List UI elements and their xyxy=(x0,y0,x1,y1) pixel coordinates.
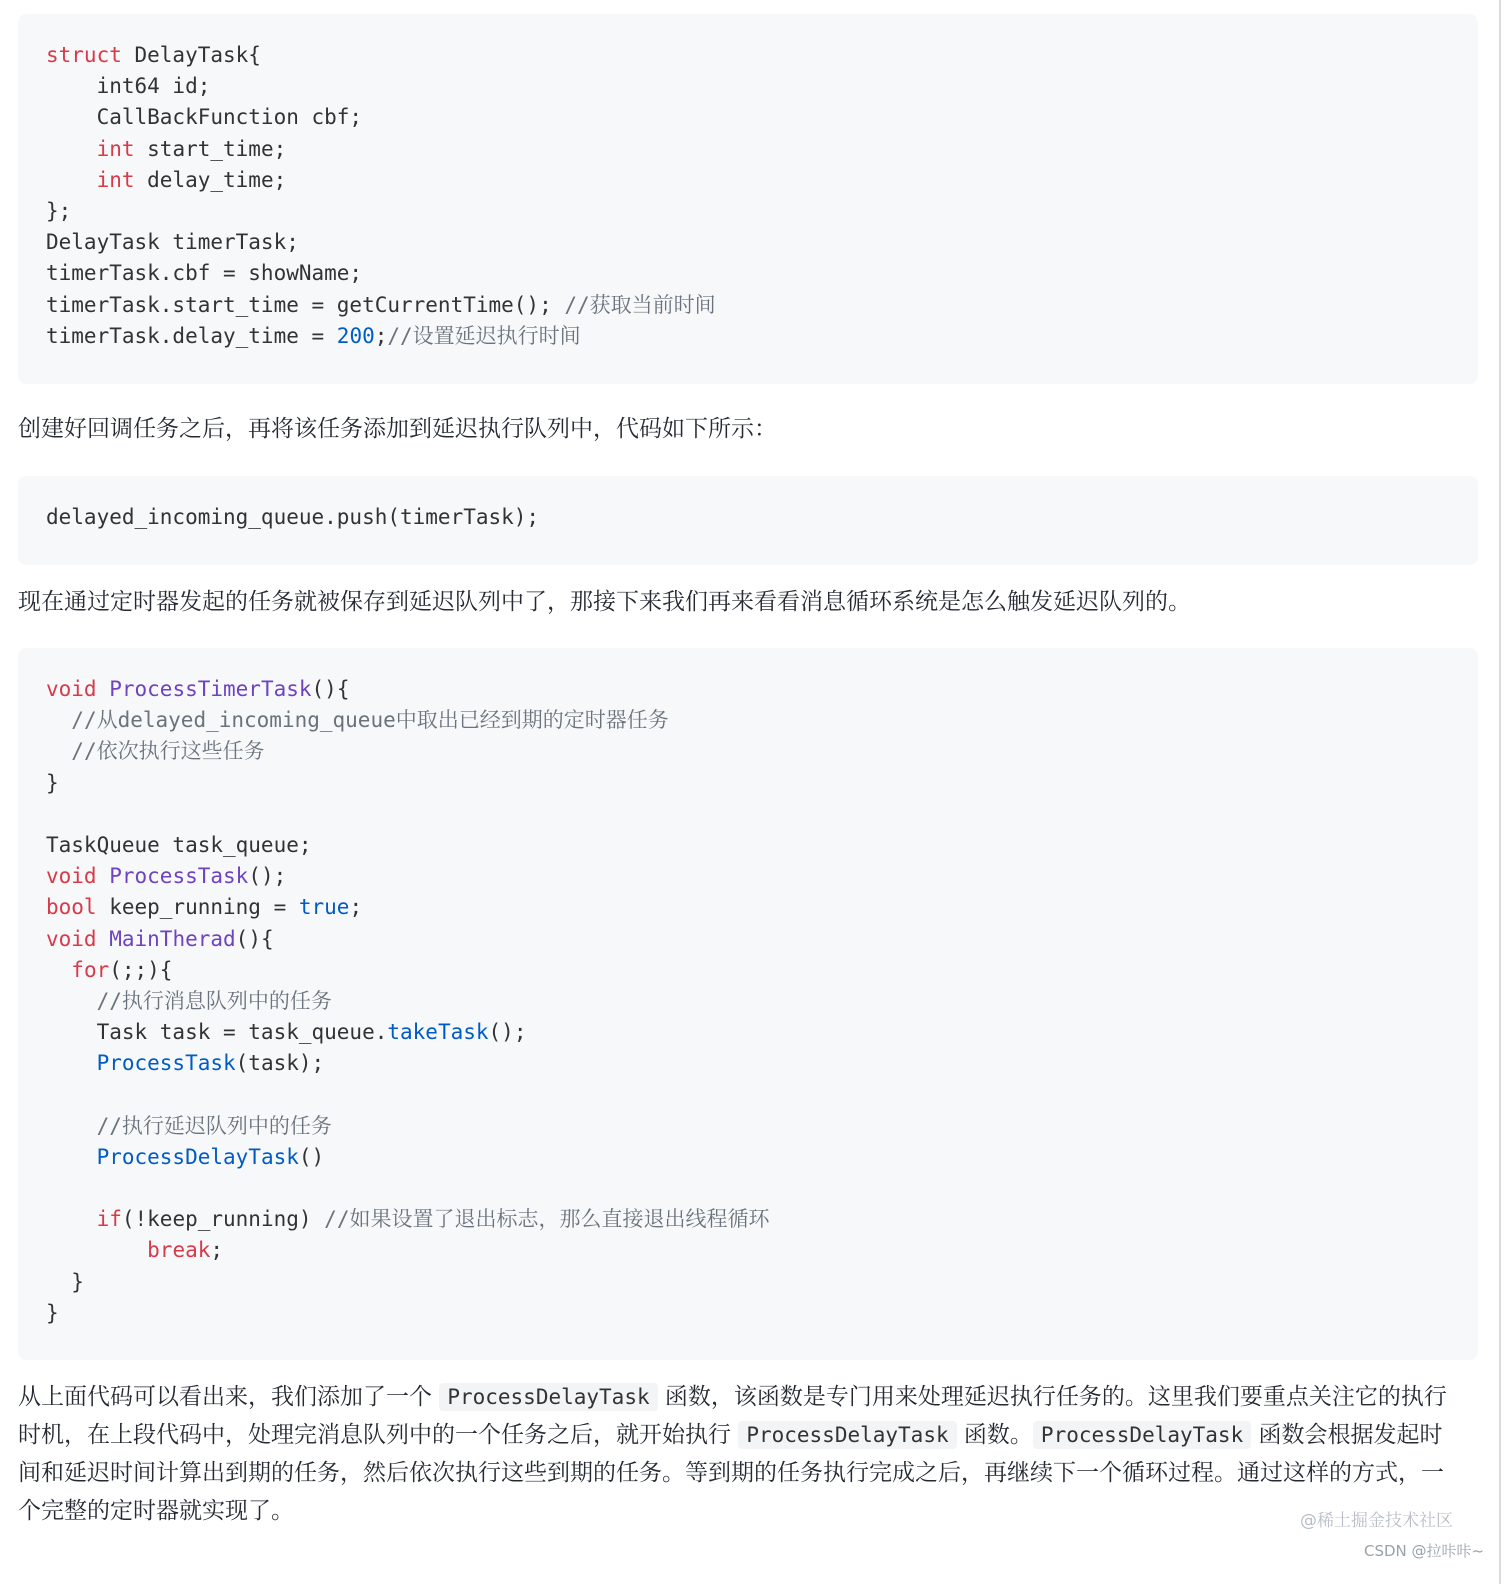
article-content xyxy=(18,14,1478,1530)
code-token: struct xyxy=(46,43,122,67)
code-token: (task); xyxy=(235,1051,325,1076)
code-token: int xyxy=(96,136,135,161)
code-token: ProcessTimerTask xyxy=(109,677,312,701)
code-token: //执行延迟队列中的任务 xyxy=(96,1113,332,1138)
code-line xyxy=(46,1111,1450,1142)
code-token xyxy=(46,1145,97,1169)
code-token: delayed_incoming_queue.push(timerTask); xyxy=(46,505,540,529)
code-line xyxy=(46,674,1450,705)
code-token: void xyxy=(46,677,97,701)
code-token: //设置延迟执行时间 xyxy=(387,323,581,348)
code-block-main-thread xyxy=(18,648,1478,1360)
code-token xyxy=(46,739,71,763)
code-token: } xyxy=(46,1300,59,1325)
code-token: ; xyxy=(349,895,363,920)
code-token: delay_time; xyxy=(134,167,287,192)
paragraph-delay-queue-saved: 现在通过定时器发起的任务就被保存到延迟队列中了，那接下来我们再来看看消息循环系统是怎么触发延迟队列的。 xyxy=(18,589,1191,615)
code-token xyxy=(46,1114,97,1138)
code-token: () xyxy=(298,1144,325,1169)
code-block-queue-push xyxy=(18,476,1478,565)
code-token: timerTask.delay_time = xyxy=(46,323,337,348)
code-token: 200 xyxy=(336,323,375,348)
code-token: keep_running = xyxy=(96,895,299,920)
paragraph-text-part-4: 函数会根据发起时间和延迟时间计算出到期的任务，然后依次执行这些到期的任务。等到期的任务执行完成之后，再继续下一个循环过程。通过这样的方式，一个完整的定时器就实现了。 xyxy=(18,1422,1444,1524)
code-line xyxy=(46,290,1450,321)
inline-code-process-delay-task-2: ProcessDelayTask xyxy=(738,1421,956,1449)
juejin-watermark: @稀土掘金技术社区 xyxy=(1300,1511,1453,1531)
code-token: timerTask.start_time = getCurrentTime(); xyxy=(46,292,565,317)
code-token: ProcessDelayTask xyxy=(96,1144,299,1169)
code-token xyxy=(46,168,97,192)
code-line xyxy=(46,768,1450,799)
code-line xyxy=(46,165,1450,196)
code-line xyxy=(46,986,1450,1017)
code-token: int64 id; xyxy=(46,74,211,99)
code-token: (!keep_running) xyxy=(121,1207,325,1232)
code-line xyxy=(46,134,1450,165)
code-line xyxy=(46,1017,1450,1048)
code-line xyxy=(46,955,1450,986)
code-token: ProcessTask xyxy=(109,864,249,889)
code-block-delaytask-struct xyxy=(18,14,1478,384)
code-token: }; xyxy=(46,198,72,223)
code-line xyxy=(46,102,1450,133)
csdn-watermark: CSDN @拉咔咔~ xyxy=(1364,1542,1485,1560)
code-token xyxy=(46,708,71,732)
code-line xyxy=(46,1298,1450,1329)
code-token: timerTask.cbf = showName; xyxy=(46,261,363,286)
code-token: (){ xyxy=(235,926,274,951)
code-token xyxy=(46,137,97,161)
code-line xyxy=(46,1235,1450,1266)
code-token: ProcessTask xyxy=(96,1051,236,1076)
code-token: break xyxy=(147,1238,211,1263)
code-line xyxy=(46,705,1450,736)
code-token: //从delayed_incoming_queue中取出已经到期的定时器任务 xyxy=(71,708,669,733)
paragraph-text-part-3: 函数。 xyxy=(956,1422,1033,1448)
code-token: (;;){ xyxy=(109,957,173,982)
code-token: DelayTask{ xyxy=(121,43,261,67)
code-token: ; xyxy=(210,1238,224,1263)
code-line xyxy=(46,227,1450,258)
code-line xyxy=(46,924,1450,955)
code-token xyxy=(46,1207,97,1231)
inline-code-process-delay-task-3: ProcessDelayTask xyxy=(1033,1421,1251,1449)
code-token xyxy=(46,1238,147,1262)
code-token: Task task = task_queue. xyxy=(46,1020,388,1045)
code-token xyxy=(97,927,110,951)
code-token xyxy=(46,958,71,982)
code-token: true xyxy=(298,895,350,920)
code-line xyxy=(46,1204,1450,1235)
code-line xyxy=(46,861,1450,892)
code-line xyxy=(46,1048,1450,1079)
code-line xyxy=(46,799,1450,830)
code-token: } xyxy=(46,770,59,795)
code-line xyxy=(46,40,1450,71)
code-token: CallBackFunction cbf; xyxy=(46,105,363,130)
code-token xyxy=(46,989,97,1013)
code-token: //获取当前时间 xyxy=(564,292,716,317)
paragraph-text-part-2: 函数，该函数是专门用来处理延迟执行任务的。这里我们要重点关注它的执行时机，在上段代码中，处理完消息队列中的一个任务之后，就开始执行 xyxy=(18,1384,1447,1448)
code-token: //依次执行这些任务 xyxy=(71,739,265,764)
code-token: TaskQueue task_queue; xyxy=(46,832,312,857)
code-line xyxy=(46,1173,1450,1204)
code-line xyxy=(46,71,1450,102)
code-token xyxy=(97,677,110,701)
code-token: (); xyxy=(248,864,287,889)
code-token xyxy=(97,864,110,888)
code-token: //执行消息队列中的任务 xyxy=(96,988,332,1013)
paragraph-add-to-queue: 创建好回调任务之后，再将该任务添加到延迟执行队列中，代码如下所示： xyxy=(18,416,777,442)
code-line xyxy=(46,1142,1450,1173)
code-token: (){ xyxy=(311,677,350,701)
paragraph-process-delay-task xyxy=(18,1378,1463,1530)
code-token: int xyxy=(96,167,135,192)
code-line xyxy=(46,736,1450,767)
code-token: (); xyxy=(488,1020,527,1045)
code-token: void xyxy=(46,864,97,889)
code-token: } xyxy=(46,1269,84,1294)
code-line xyxy=(46,892,1450,923)
code-token: ; xyxy=(374,323,388,348)
code-token: //如果设置了退出标志，那么直接退出线程循环 xyxy=(324,1207,770,1232)
page-edge-divider xyxy=(1499,0,1501,1584)
code-line xyxy=(46,196,1450,227)
code-line xyxy=(46,1267,1450,1298)
code-token: void xyxy=(46,926,97,951)
code-token: bool xyxy=(46,895,97,920)
inline-code-process-delay-task-1: ProcessDelayTask xyxy=(439,1383,657,1411)
code-line xyxy=(46,502,1450,533)
code-line xyxy=(46,321,1450,352)
code-token: for xyxy=(71,957,110,982)
code-line xyxy=(46,1079,1450,1110)
code-token: DelayTask timerTask; xyxy=(46,230,299,255)
code-token: if xyxy=(96,1207,122,1232)
paragraph-text-part-1: 从上面代码可以看出来，我们添加了一个 xyxy=(18,1384,440,1410)
code-token: takeTask xyxy=(387,1020,489,1045)
code-token: start_time; xyxy=(134,136,287,161)
code-token xyxy=(46,1051,97,1075)
code-line xyxy=(46,830,1450,861)
code-line xyxy=(46,258,1450,289)
code-token: MainTherad xyxy=(109,926,236,951)
